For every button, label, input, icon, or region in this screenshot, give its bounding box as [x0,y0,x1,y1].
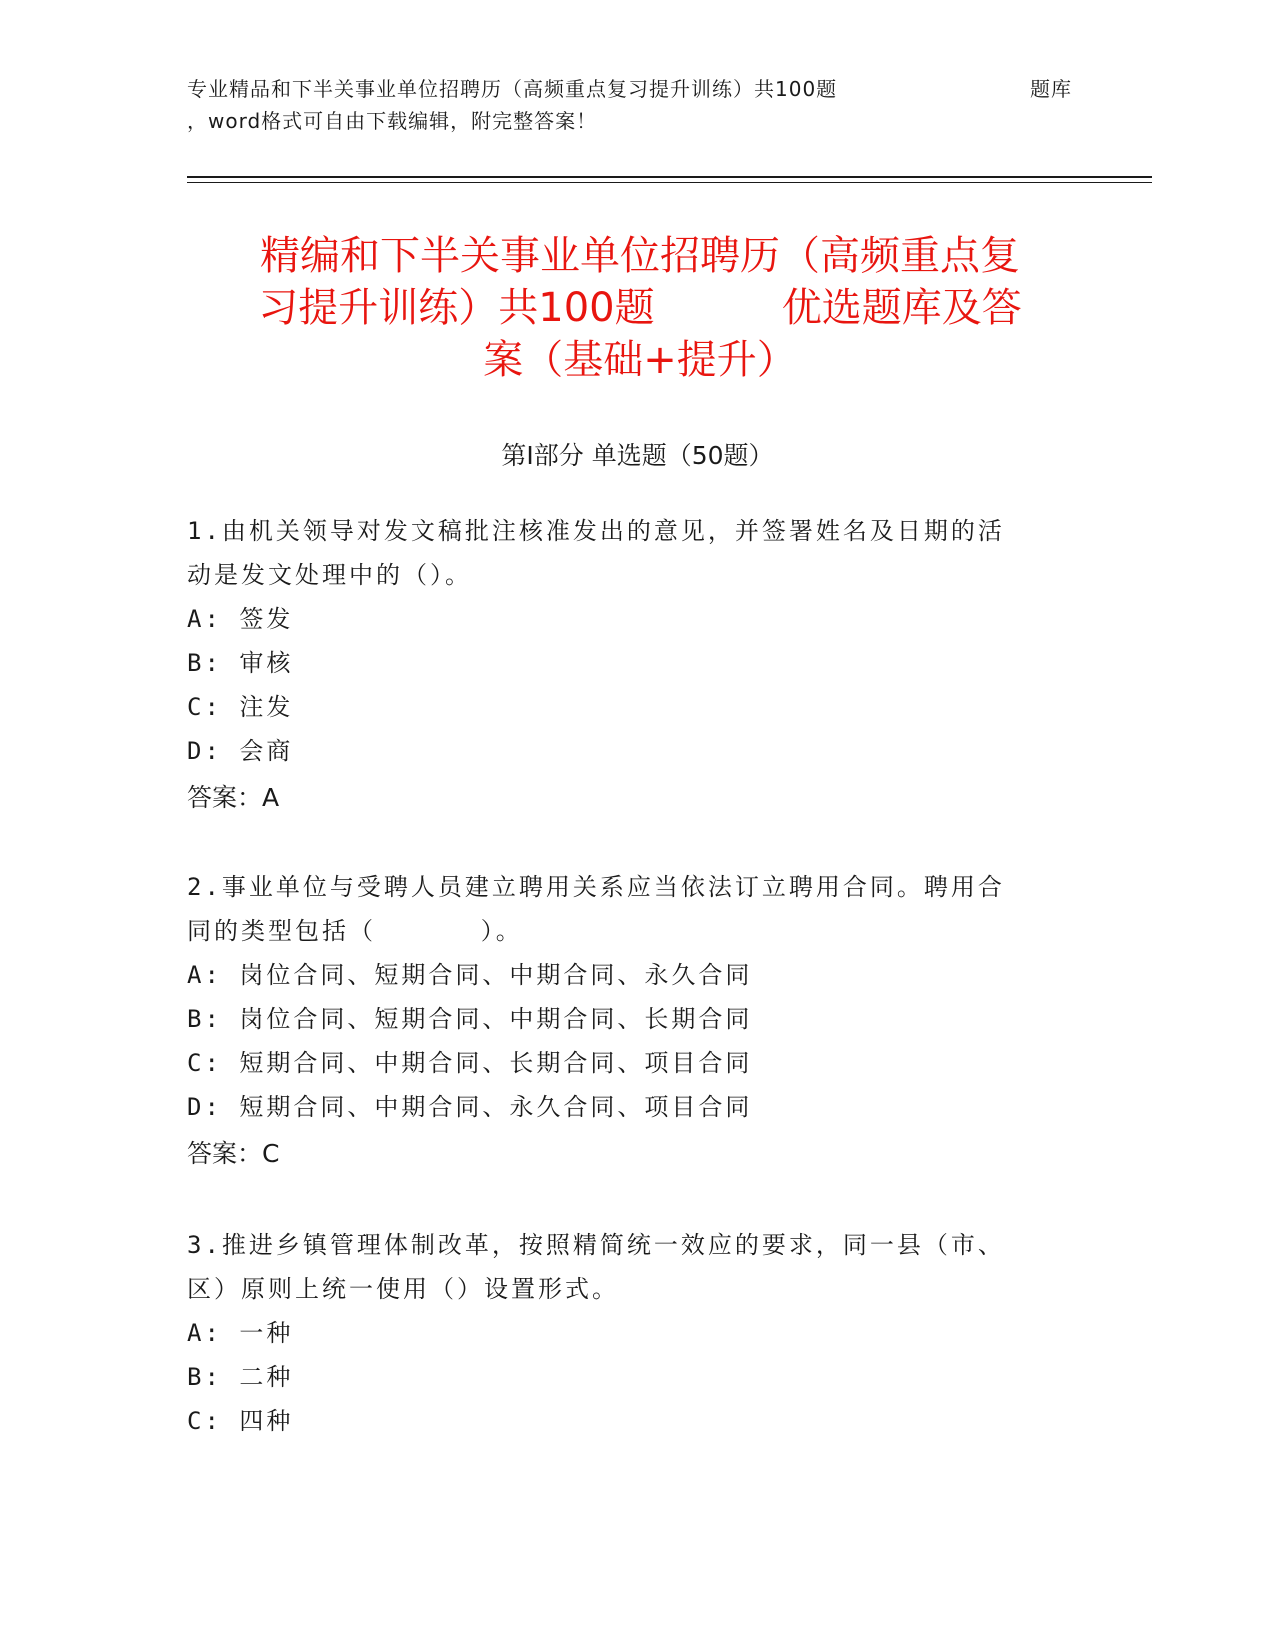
question-3-option-a: A: 一种 [187,1319,294,1347]
document-title-line-2: 习提升训练）共100题 优选题库及答 [258,285,1022,331]
question-3-option-c: C: 四种 [187,1407,294,1435]
question-1-option-a: A: 签发 [187,605,294,633]
question-1-option-b: B: 审核 [187,649,294,677]
question-2-option-b: B: 岗位合同、短期合同、中期合同、长期合同 [187,1005,753,1033]
question-1-answer: 答案：A [187,783,280,812]
header-line-2: ，word格式可自由下载编辑，附完整答案！ [187,109,598,133]
header-divider-thin [187,182,1152,183]
document-title [180,230,1100,386]
question-1-option-d: D: 会商 [187,737,294,765]
question-2-stem-line-2: 同的类型包括（ ）。 [187,917,523,945]
header-tag: 题库 [1030,77,1072,101]
question-2-option-a: A: 岗位合同、短期合同、中期合同、永久合同 [187,961,753,989]
question-1-stem-line-2: 动是发文处理中的（）。 [187,561,472,589]
question-3-stem-line-2: 区）原则上统一使用（）设置形式。 [187,1275,619,1303]
section-title: 第Ⅰ部分 单选题（50题） [501,441,774,470]
question-2-option-d: D: 短期合同、中期合同、永久合同、项目合同 [187,1093,753,1121]
question-3-stem-line-1: 3.推进乡镇管理体制改革，按照精简统一效应的要求，同一县（市、 [187,1231,1005,1259]
question-1-stem-line-1: 1.由机关领导对发文稿批注核准发出的意见，并签署姓名及日期的活 [187,517,1005,545]
document-title-line-3: 案（基础+提升） [483,337,797,383]
question-2-answer: 答案：C [187,1139,280,1168]
header-line-1: 专业精品和下半关事业单位招聘历（高频重点复习提升训练）共100题 [187,77,838,101]
header-divider-thick [187,176,1152,178]
question-2-option-c: C: 短期合同、中期合同、长期合同、项目合同 [187,1049,753,1077]
document-title-line-1: 精编和下半关事业单位招聘历（高频重点复 [260,233,1020,279]
question-2-stem-line-1: 2.事业单位与受聘人员建立聘用关系应当依法订立聘用合同。聘用合 [187,873,1005,901]
question-3-option-b: B: 二种 [187,1363,294,1391]
question-1-option-c: C: 注发 [187,693,294,721]
